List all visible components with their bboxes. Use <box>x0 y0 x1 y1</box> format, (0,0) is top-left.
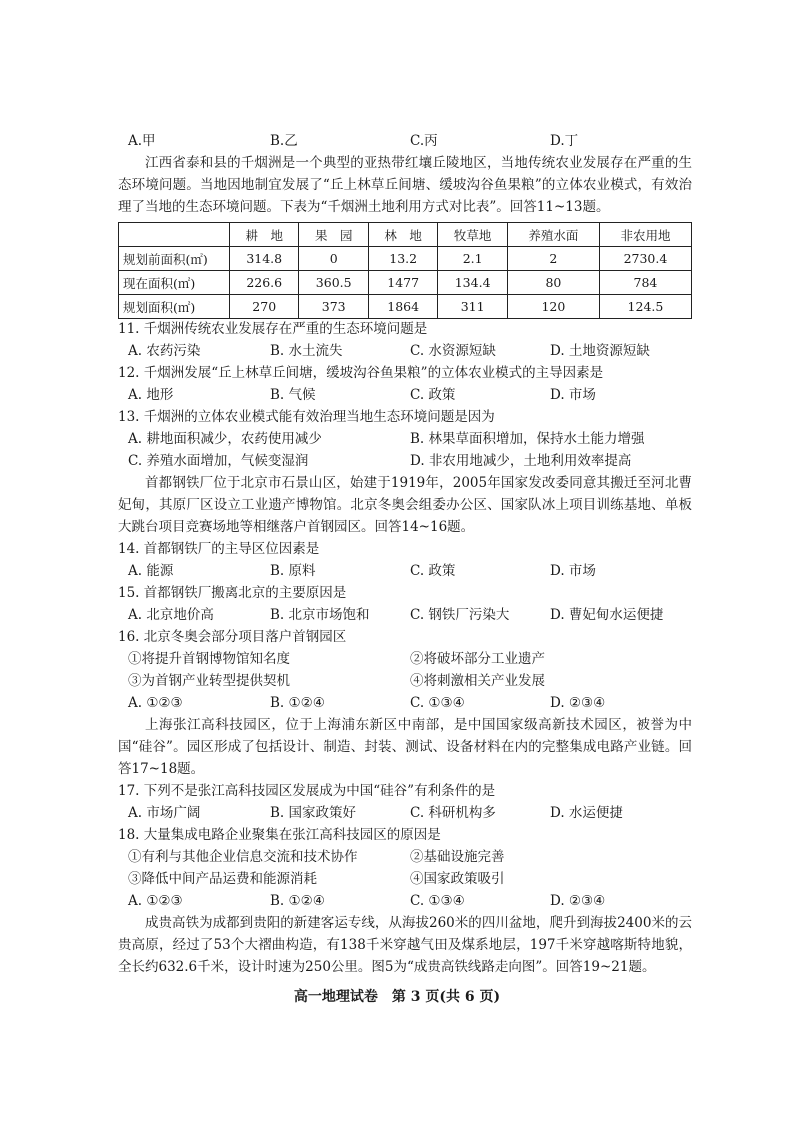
table-cell: 13.2 <box>368 247 437 271</box>
q15-stem: 15. 首都钢铁厂搬离北京的主要原因是 <box>118 585 347 601</box>
q13-option-a[interactable]: A. 耕地面积减少，农药使用减少 <box>128 431 322 447</box>
q18-statement: ①有利与其他企业信息交流和技术协作 <box>128 849 358 865</box>
table-row-label: 现在面积(㎡) <box>119 271 230 295</box>
q15-option-d[interactable]: D. 曹妃甸水运便捷 <box>550 607 664 623</box>
q12-options <box>128 384 688 406</box>
page-footer: 高一地理试卷 第 3 页(共 6 页) <box>293 989 501 1005</box>
q10-option-d[interactable]: D.丁 <box>550 133 579 149</box>
intro-17-18: 上海张江高科技园区，位于上海浦东新区中南部，是中国国家级高新技术园区，被誉为中国“硅谷”。园区形成了包括设计、制造、封装、测试、设备材料在内的完整集成电路产业链。回答17~18题。 <box>118 717 692 777</box>
table-row-label: 规划前面积(㎡) <box>119 247 230 271</box>
q12-option-c[interactable]: C. 政策 <box>410 387 456 403</box>
q18-option-d[interactable]: D. ②③④ <box>550 893 606 909</box>
q13-options-row1 <box>128 428 688 450</box>
table-cell: 2730.4 <box>599 247 691 271</box>
q16-option-b[interactable]: B. ①②④ <box>270 695 325 711</box>
q11-option-b[interactable]: B. 水土流失 <box>270 343 343 359</box>
q14-option-c[interactable]: C. 政策 <box>410 563 456 579</box>
q10-options <box>128 130 688 152</box>
q18-statement: ④国家政策吸引 <box>410 871 505 887</box>
q11-option-d[interactable]: D. 土地资源短缺 <box>550 343 650 359</box>
q11-stem: 11. 千烟洲传统农业发展存在严重的生态环境问题是 <box>118 321 428 337</box>
q12-option-b[interactable]: B. 气候 <box>270 387 316 403</box>
table-cell: 0 <box>299 247 368 271</box>
q16-statement: ④将刺激相关产业发展 <box>410 673 545 689</box>
intro-19-21: 成贵高铁为成都到贵阳的新建客运专线，从海拔260米的四川盆地，爬升到海拔2400米的云贵高原，经过了53个大褶曲构造，有138千米穿越气田及煤系地层，197千米穿越喀斯特地貌，全长约632.6千米，设计时速为250公里。图5为“成贵高铁线路走向图”。回答19~21题。 <box>118 915 692 975</box>
q17-option-b[interactable]: B. 国家政策好 <box>270 805 357 821</box>
q13-options-row2 <box>128 450 688 472</box>
table-cell: 2 <box>507 247 599 271</box>
table-cell: 1477 <box>368 271 437 295</box>
q17-stem: 17. 下列不是张江高科技园区发展成为中国“硅谷”有利条件的是 <box>118 783 496 799</box>
intro-14-16: 首都钢铁厂位于北京市石景山区，始建于1919年，2005年国家发改委同意其搬迁至河北曹妃甸，其原厂区设立工业遗产博物馆。北京冬奥会组委办公区、国家队冰上项目训练基地、单板大跳台项目竞赛场地等相继落户首钢园区。回答14~16题。 <box>118 475 692 535</box>
q18-statement: ③降低中间产品运费和能源消耗 <box>128 871 317 887</box>
q18-statements-row1 <box>128 846 688 868</box>
q14-stem: 14. 首都钢铁厂的主导区位因素是 <box>118 541 320 557</box>
table-cell: 80 <box>507 271 599 295</box>
q10-option-c[interactable]: C.丙 <box>410 133 438 149</box>
q11-option-a[interactable]: A. 农药污染 <box>128 343 201 359</box>
table-cell: 314.8 <box>230 247 299 271</box>
q17-option-d[interactable]: D. 水运便捷 <box>550 805 623 821</box>
q16-statement: ③为首钢产业转型提供契机 <box>128 673 290 689</box>
q13-option-c[interactable]: C. 养殖水面增加，气候变湿润 <box>128 453 309 469</box>
table-cell: 134.4 <box>438 271 507 295</box>
q15-option-b[interactable]: B. 北京市场饱和 <box>270 607 370 623</box>
q11-options <box>128 340 688 362</box>
table-header-row <box>119 223 692 247</box>
q14-option-d[interactable]: D. 市场 <box>550 563 596 579</box>
q13-option-d[interactable]: D. 非农用地减少，土地利用效率提高 <box>410 453 632 469</box>
table-cell: 226.6 <box>230 271 299 295</box>
table-cell: 784 <box>599 271 691 295</box>
table-header-cell: 林 地 <box>368 223 437 247</box>
q18-stem: 18. 大量集成电路企业聚集在张江高科技园区的原因是 <box>118 827 441 843</box>
q18-option-c[interactable]: C. ①③④ <box>410 893 465 909</box>
q17-option-c[interactable]: C. 科研机构多 <box>410 805 496 821</box>
q18-option-a[interactable]: A. ①②③ <box>128 893 183 909</box>
q13-stem: 13. 千烟洲的立体农业模式能有效治理当地生态环境问题是因为 <box>118 409 495 425</box>
table-row <box>119 271 692 295</box>
q18-options <box>128 890 688 912</box>
table-cell: 270 <box>230 295 299 319</box>
table-cell: 360.5 <box>299 271 368 295</box>
q16-options <box>128 692 688 714</box>
table-header-cell <box>119 223 230 247</box>
q13-option-b[interactable]: B. 林果草面积增加，保持水土能力增强 <box>410 431 645 447</box>
table-cell: 2.1 <box>438 247 507 271</box>
q18-option-b[interactable]: B. ①②④ <box>270 893 325 909</box>
q16-option-d[interactable]: D. ②③④ <box>550 695 606 711</box>
intro-11-13: 江西省泰和县的千烟洲是一个典型的亚热带红壤丘陵地区，当地传统农业发展存在严重的生态环境问题。当地因地制宜发展了“丘上林草丘间塘、缓坡沟谷鱼果粮”的立体农业模式，有效治理了当地的生态环境问题。下表为“千烟洲土地利用方式对比表”。回答11~13题。 <box>118 155 692 215</box>
q18-statements-row2 <box>128 868 688 890</box>
q16-statement: ②将破坏部分工业遗产 <box>410 651 545 667</box>
table-cell: 373 <box>299 295 368 319</box>
q16-option-a[interactable]: A. ①②③ <box>128 695 183 711</box>
table-header-cell: 非农用地 <box>599 223 691 247</box>
q16-stem: 16. 北京冬奥会部分项目落户首钢园区 <box>118 629 347 645</box>
q12-option-a[interactable]: A. 地形 <box>128 387 174 403</box>
q16-statements-row1 <box>128 648 688 670</box>
table-header-cell: 果 园 <box>299 223 368 247</box>
q15-options <box>128 604 688 626</box>
q10-option-b[interactable]: B.乙 <box>270 133 298 149</box>
table-cell: 311 <box>438 295 507 319</box>
q12-option-d[interactable]: D. 市场 <box>550 387 596 403</box>
q16-statements-row2 <box>128 670 688 692</box>
land-use-table <box>118 222 692 319</box>
q17-option-a[interactable]: A. 市场广阔 <box>128 805 201 821</box>
table-row <box>119 295 692 319</box>
q14-options <box>128 560 688 582</box>
q14-option-a[interactable]: A. 能源 <box>128 563 174 579</box>
q18-statement: ②基础设施完善 <box>410 849 505 865</box>
table-cell: 1864 <box>368 295 437 319</box>
table-row <box>119 247 692 271</box>
table-header-cell: 牧草地 <box>438 223 507 247</box>
q16-statement: ①将提升首钢博物馆知名度 <box>128 651 290 667</box>
q16-option-c[interactable]: C. ①③④ <box>410 695 465 711</box>
q15-option-c[interactable]: C. 钢铁厂污染大 <box>410 607 510 623</box>
q17-options <box>128 802 688 824</box>
q14-option-b[interactable]: B. 原料 <box>270 563 316 579</box>
q11-option-c[interactable]: C. 水资源短缺 <box>410 343 496 359</box>
table-header-cell: 养殖水面 <box>507 223 599 247</box>
table-cell: 120 <box>507 295 599 319</box>
table-header-cell: 耕 地 <box>230 223 299 247</box>
table-row-label: 规划面积(㎡) <box>119 295 230 319</box>
q12-stem: 12. 千烟洲发展“丘上林草丘间塘，缓坡沟谷鱼果粮”的立体农业模式的主导因素是 <box>118 365 604 381</box>
table-cell: 124.5 <box>599 295 691 319</box>
q15-option-a[interactable]: A. 北京地价高 <box>128 607 214 623</box>
q10-option-a[interactable]: A.甲 <box>128 133 156 149</box>
